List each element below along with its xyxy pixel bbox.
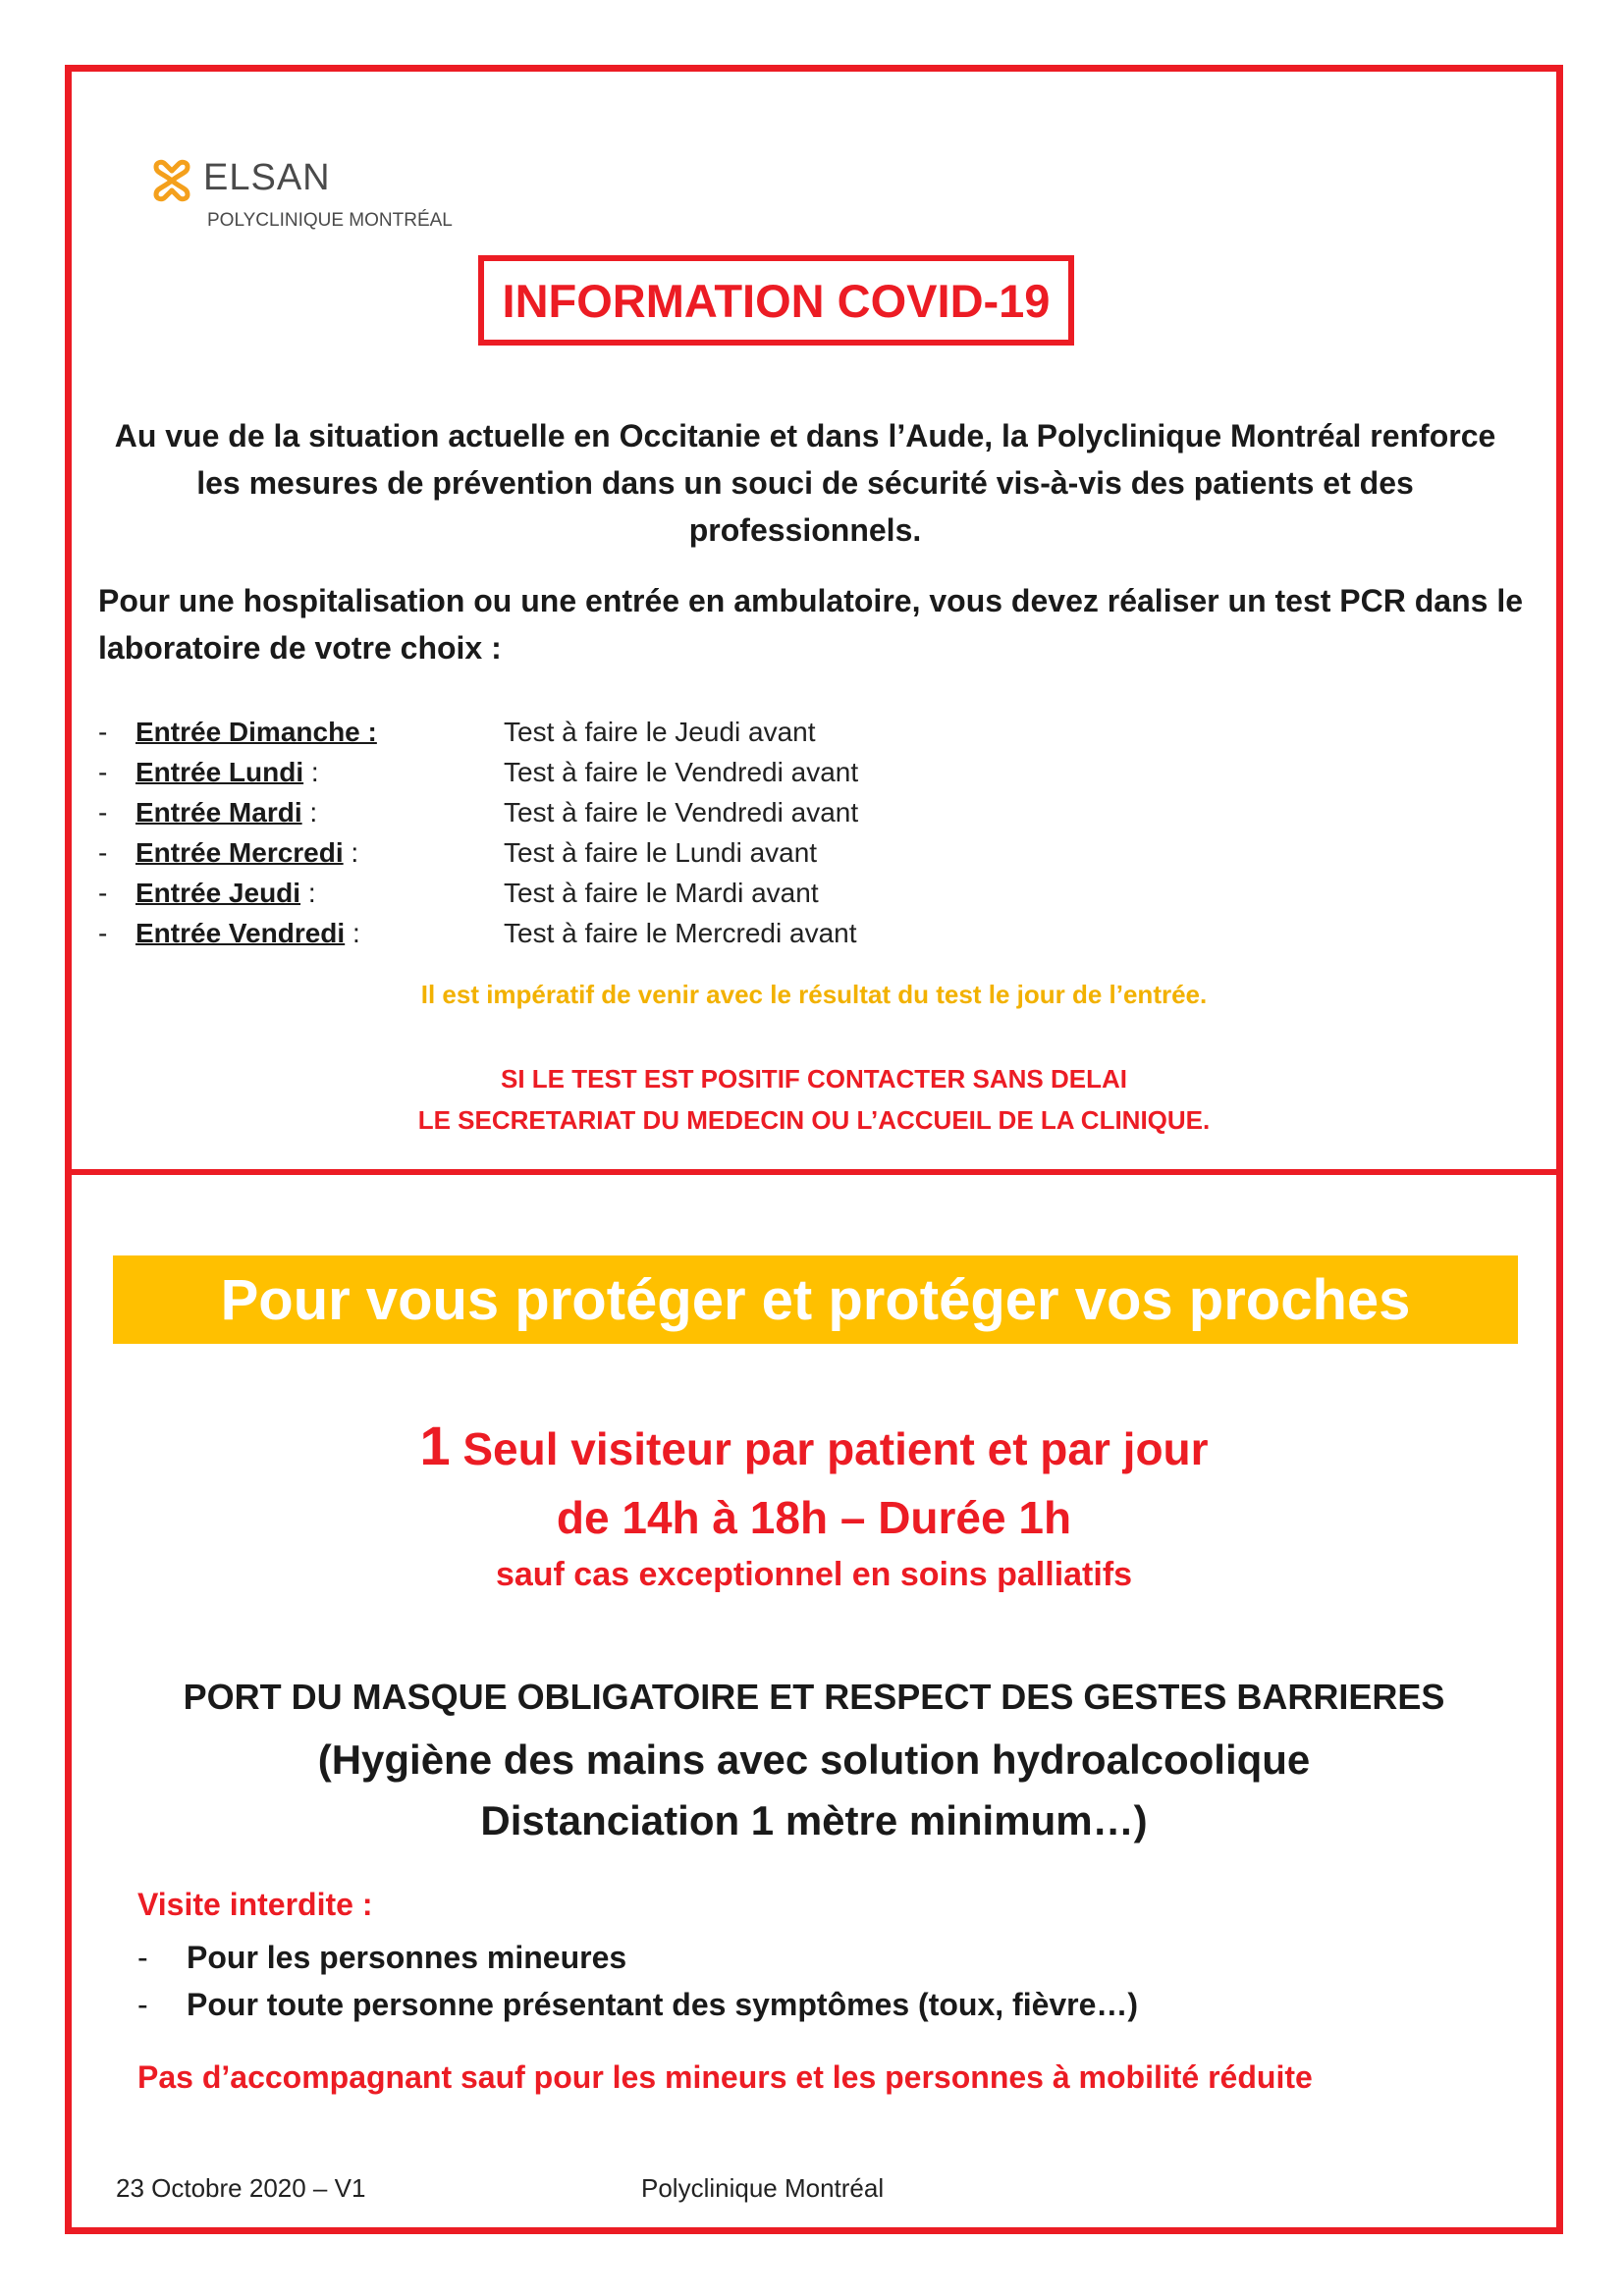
schedule-row [98, 873, 982, 913]
schedule-day: Entrée Jeudi : [135, 878, 316, 908]
visitor-text: Seul visiteur par patient et par jour [450, 1423, 1209, 1474]
schedule-test-day: Test à faire le Mercredi avant [504, 918, 857, 948]
schedule-day: Entrée Mardi : [135, 797, 318, 828]
schedule-test-day: Test à faire le Lundi avant [504, 837, 818, 868]
forbidden-visit-list [137, 1934, 1414, 2028]
visitor-number: 1 [419, 1415, 451, 1476]
elsan-logo-icon [152, 159, 191, 202]
list-item: - Pour les personnes mineures [137, 1934, 1414, 1981]
test-schedule [98, 712, 982, 953]
list-dash: - [137, 1940, 148, 1975]
hygiene-notice [72, 1730, 1556, 1851]
schedule-row [98, 792, 982, 832]
visitor-hours: de 14h à 18h – Durée 1h [556, 1492, 1072, 1543]
schedule-day: Entrée Mercredi : [135, 837, 359, 868]
schedule-test-day: Test à faire le Vendredi avant [504, 797, 859, 828]
list-dash: - [98, 797, 108, 828]
list-item: - Pour toute personne présentant des symptômes (toux, fièvre…) [137, 1981, 1414, 2028]
positive-warning-line-1: SI LE TEST EST POSITIF CONTACTER SANS DELAI [500, 1064, 1127, 1094]
pcr-paragraph: Pour une hospitalisation ou une entrée en ambulatoire, vous devez réaliser un test PCR dans le laboratoire de votre choix : [98, 583, 1524, 666]
visitor-rule [72, 1412, 1556, 1552]
page-title: INFORMATION COVID-19 [502, 274, 1051, 327]
schedule-row [98, 752, 982, 792]
mask-notice: PORT DU MASQUE OBLIGATOIRE ET RESPECT DES GESTES BARRIERES [183, 1677, 1445, 1717]
schedule-row [98, 913, 982, 953]
intro-paragraph: Au vue de la situation actuelle en Occitanie et dans l’Aude, la Polyclinique Montréal renforce les mesures de prévention dans un souci de sécurité vis-à-vis des patients et des professionnels. [114, 418, 1496, 548]
logo-subtitle: POLYCLINIQUE MONTRÉAL [207, 210, 453, 231]
title-box [478, 255, 1074, 346]
schedule-day: Entrée Lundi : [135, 757, 319, 787]
logo-name: ELSAN [203, 157, 331, 198]
visitor-line-1 [72, 1412, 1556, 1483]
list-dash: - [98, 757, 108, 787]
schedule-test-day: Test à faire le Jeudi avant [504, 717, 816, 747]
imperatif-notice: Il est impératif de venir avec le résultat du test le jour de l’entrée. [420, 980, 1208, 1009]
section-divider [72, 1169, 1556, 1175]
list-dash: - [98, 837, 108, 868]
list-dash: - [98, 878, 108, 908]
footer-date: 23 Octobre 2020 – V1 [116, 2173, 366, 2203]
schedule-test-day: Test à faire le Mardi avant [504, 878, 819, 908]
schedule-row [98, 832, 982, 873]
palliative-exception: sauf cas exceptionnel en soins palliatifs [495, 1556, 1133, 1593]
schedule-day: Entrée Vendredi : [135, 918, 360, 948]
hygiene-line-1: (Hygiène des mains avec solution hydroalcoolique [317, 1736, 1311, 1783]
list-dash: - [98, 918, 108, 948]
list-dash: - [137, 1987, 148, 2022]
banner-text: Pour vous protéger et protéger vos proches [220, 1267, 1411, 1332]
schedule-day: Entrée Dimanche : [135, 717, 377, 747]
protection-banner [113, 1255, 1518, 1344]
companion-notice: Pas d’accompagnant sauf pour les mineurs et les personnes à mobilité réduite [137, 2059, 1313, 2095]
schedule-test-day: Test à faire le Vendredi avant [504, 757, 859, 787]
forbidden-visit-title: Visite interdite : [137, 1887, 373, 1922]
positive-warning-line-2: LE SECRETARIAT DU MEDECIN OU L’ACCUEIL DE LA CLINIQUE. [417, 1105, 1211, 1135]
footer-organization: Polyclinique Montréal [641, 2173, 885, 2203]
schedule-row [98, 712, 982, 752]
list-dash: - [98, 717, 108, 747]
hygiene-line-2: Distanciation 1 mètre minimum…) [480, 1797, 1148, 1843]
positive-test-warning [72, 1058, 1556, 1141]
